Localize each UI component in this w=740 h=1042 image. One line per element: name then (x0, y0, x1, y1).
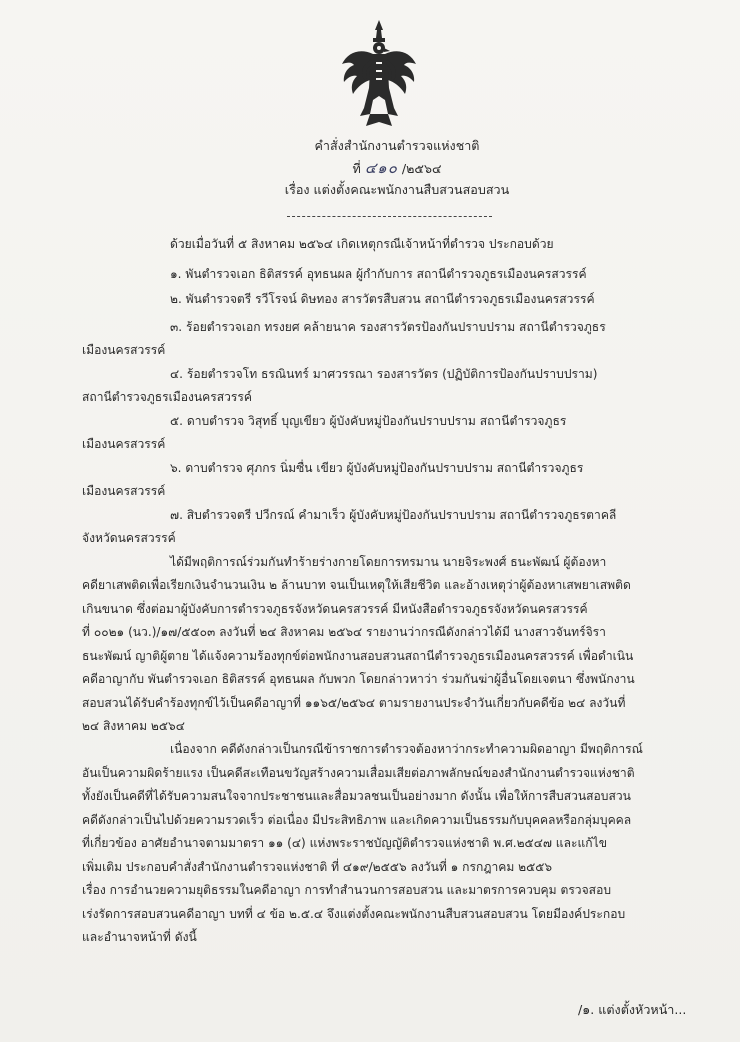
body-line: ๑. พันตำรวจเอก ธิติสรรค์ อุทธนผล ผู้กำกับการ สถานีตำรวจภูธรเมืองนครสวรรค์ (170, 267, 587, 281)
order-subject: เรื่อง แต่งตั้งคณะพนักงานสืบสวนสอบสวน (284, 182, 510, 197)
body-line: ทั้งยังเป็นคดีที่ได้รับความสนใจจากประชาชนและสื่อมวลชนเป็นอย่างมาก ดังนั้น เพื่อให้การสืบสวนสอบสวน (82, 789, 631, 803)
body-line: เกินขนาด ซึ่งต่อมาผู้บังคับการตำรวจภูธรจังหวัดนครสวรรค์ มีหนังสือตำรวจภูธรจังหวัดนครสวรรค์ (82, 602, 588, 616)
body-line: เมืองนครสวรรค์ (82, 437, 166, 451)
body-line: ที่เกี่ยวข้อง อาศัยอำนาจตามมาตรา ๑๑ (๔) แห่งพระราชบัญญัติตำรวจแห่งชาติ พ.ศ.๒๕๔๗ และแก้ไข (82, 836, 607, 850)
body-line: ๔. ร้อยตำรวจโท ธรณินทร์ มาศวรรณา รองสารวัตร (ปฏิบัติการป้องกันปราบปราม) (170, 367, 598, 381)
garuda-emblem-icon (340, 18, 418, 130)
body-line: คดีดังกล่าวเป็นไปด้วยความรวดเร็ว ต่อเนื่อง มีประสิทธิภาพ และเกิดความเป็นธรรมกับบุคคลหรือกลุ่มบุคคล (82, 813, 632, 827)
order-number-handwritten: ๔๑๐ (364, 159, 398, 177)
body-line: อันเป็นความผิดร้ายแรง เป็นคดีสะเทือนขวัญสร้างความเสื่อมเสียต่อภาพลักษณ์ของสำนักงานตำรวจแห่งชาติ (82, 766, 635, 780)
body-line: เนื่องจาก คดีดังกล่าวเป็นกรณีข้าราชการตำรวจต้องหาว่ากระทำความผิดอาญา มีพฤติการณ์ (170, 742, 643, 756)
body-line: จังหวัดนครสวรรค์ (82, 531, 176, 545)
body-line: เรื่อง การอำนวยความยุติธรรมในคดีอาญา การทำสำนวนการสอบสวน และมาตรการควบคุม ตรวจสอบ (82, 883, 612, 897)
body-line: ๗. สิบตำรวจตรี ปวีกรณ์ คำมาเร็ว ผู้บังคับหมู่ป้องกันปราบปราม สถานีตำรวจภูธรตาคลี (170, 508, 617, 522)
body-line: ด้วยเมื่อวันที่ ๕ สิงหาคม ๒๕๖๔ เกิดเหตุกรณีเจ้าหน้าที่ตำรวจ ประกอบด้วย (170, 237, 554, 251)
body-line: ธนะพัฒน์ ญาติผู้ตาย ได้แจ้งความร้องทุกข์ต่อพนักงานสอบสวนสถานีตำรวจภูธรเมืองนครสวรรค์ เพื่อดำเนิน (82, 649, 634, 663)
body-line: เมืองนครสวรรค์ (82, 484, 166, 498)
order-number-suffix: /๒๕๖๔ (401, 161, 442, 176)
body-line: เมืองนครสวรรค์ (82, 343, 166, 357)
order-number-prefix: ที่ (352, 161, 361, 176)
body-line: สถานีตำรวจภูธรเมืองนครสวรรค์ (82, 390, 253, 404)
body-line: เพิ่มเติม ประกอบคำสั่งสำนักงานตำรวจแห่งชาติ ที่ ๔๑๙/๒๕๕๖ ลงวันที่ ๑ กรกฎาคม ๒๕๕๖ (82, 860, 553, 874)
body-line: ๕. ดาบตำรวจ วิสุทธิ์ บุญเขียว ผู้บังคับหมู่ป้องกันปราบปราม สถานีตำรวจภูธร (170, 414, 567, 428)
body-line: และอำนาจหน้าที่ ดังนี้ (82, 930, 197, 944)
body-line: สอบสวนได้รับคำร้องทุกข์ไว้เป็นคดีอาญาที่ ๑๑๖๕/๒๕๖๔ ตามรายงานประจำวันเกี่ยวกับคดีข้อ ๒๔ ลงวันที่ (82, 696, 626, 710)
body-line: เร่งรัดการสอบสวนคดีอาญา บทที่ ๔ ข้อ ๒.๕.๔ จึงแต่งตั้งคณะพนักงานสืบสวนสอบสวน โดยมีองค์ประกอบ (82, 907, 626, 921)
body-line: ๒. พันตำรวจตรี รวีโรจน์ ดิษทอง สารวัตรสืบสวน สถานีตำรวจภูธรเมืองนครสวรรค์ (170, 292, 595, 306)
order-title: คำสั่งสำนักงานตำรวจแห่งชาติ (314, 138, 480, 153)
body-line: ๖. ดาบตำรวจ ศุภกร นิ่มซื่น เขียว ผู้บังคับหมู่ป้องกันปราบปราม สถานีตำรวจภูธร (170, 461, 584, 475)
continuation-note: /๑. แต่งตั้งหัวหน้า... (578, 1002, 687, 1017)
order-number (27, 157, 740, 180)
body-line: ๓. ร้อยตำรวจเอก ทรงยศ คล้ายนาค รองสารวัตรป้องกันปราบปราม สถานีตำรวจภูธร (170, 320, 606, 334)
header-divider (287, 216, 492, 217)
body-line: ได้มีพฤติการณ์ร่วมกันทำร้ายร่างกายโดยการทรมาน นายจิระพงศ์ ธนะพัฒน์ ผู้ต้องหา (170, 555, 607, 569)
body-line: คดียาเสพติดเพื่อเรียกเงินจำนวนเงิน ๒ ล้านบาท จนเป็นเหตุให้เสียชีวิต และอ้างเหตุว่าผู้ต้องหาเสพยาเสพติด (82, 578, 631, 592)
body-line: คดีอาญากับ พันตำรวจเอก ธิติสรรค์ อุทธนผล กับพวก โดยกล่าวหาว่า ร่วมกันฆ่าผู้อื่นโดยเจตนา ซึ่งพนักงาน (82, 672, 635, 686)
body-line: ๒๔ สิงหาคม ๒๕๖๔ (82, 719, 185, 733)
body-line: ที่ ๐๐๒๑ (นว.)/๑๗/๕๕๐๓ ลงวันที่ ๒๔ สิงหาคม ๒๕๖๔ รายงานว่ากรณีดังกล่าวได้มี นางสาวจันทร์จิรา (82, 625, 606, 639)
